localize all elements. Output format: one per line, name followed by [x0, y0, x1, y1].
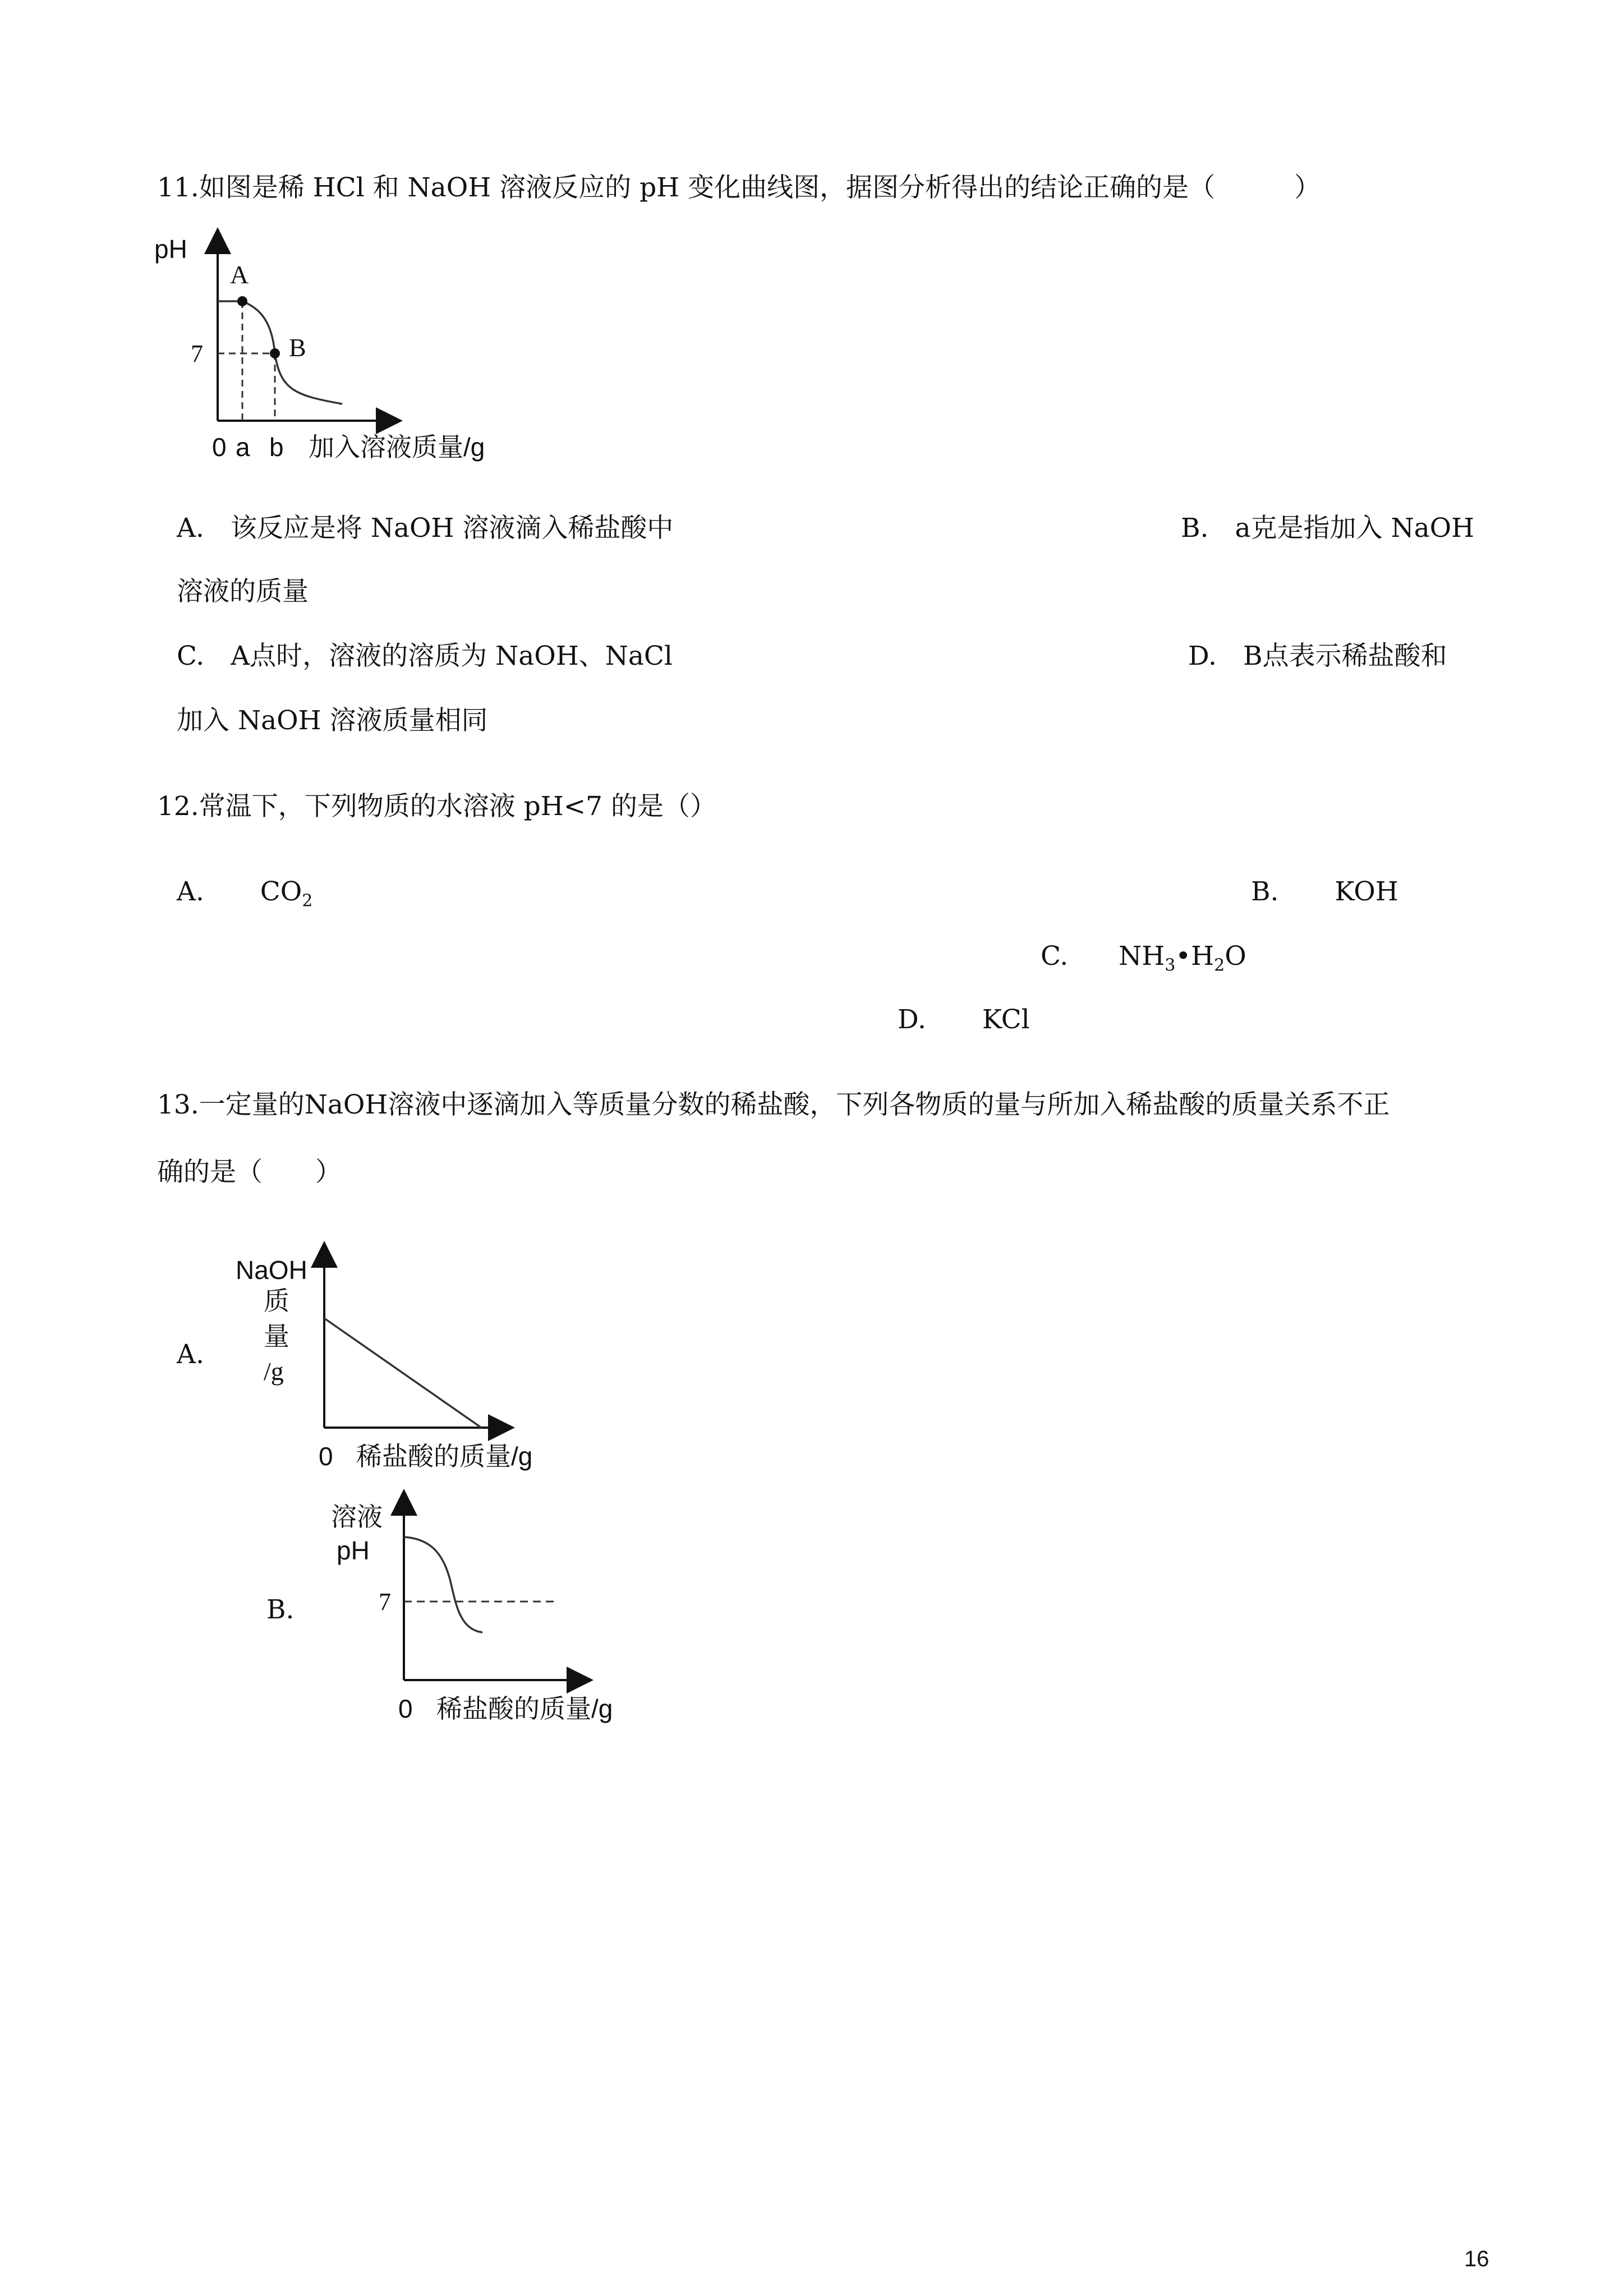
q13a-y-label-naoh: NaOH: [236, 1255, 307, 1285]
q11-option-b-line1: B. a克是指加入 NaOH: [1181, 513, 1475, 544]
q13a-naoh-line: [324, 1318, 481, 1428]
q11-origin: 0: [212, 432, 227, 462]
q12-option-a: [177, 875, 312, 918]
q11-tick-b: b: [269, 432, 284, 462]
q12-option-b: [1251, 875, 1398, 909]
q13b-ph-curve: [404, 1537, 482, 1632]
q12-option-a-subscript: 2: [302, 891, 313, 911]
q12-option-c: [1041, 940, 1246, 982]
page-number: 16: [1464, 2247, 1489, 2271]
q13-option-b-label: B.: [266, 1594, 295, 1625]
q12-option-a-formula: CO: [260, 876, 302, 907]
q12-option-d-label: D.: [898, 1004, 926, 1035]
q11-point-b-label: B: [289, 333, 306, 362]
q12-option-b-label: B.: [1251, 876, 1279, 907]
q11-x-axis-label: 加入溶液质量/g: [309, 432, 485, 462]
q13b-x-axis-label: 稀盐酸的质量/g: [436, 1694, 613, 1723]
q11-ph-curve-figure: [146, 222, 539, 480]
q12-option-c-formula: $NH_3•H_2O$: [1119, 941, 1246, 976]
q13a-y-label-zhi: 质: [264, 1286, 289, 1315]
q11-option-a: A. 该反应是将 NaOH 溶液滴入稀盐酸中: [177, 513, 674, 544]
q13a-y-label-liang: 量: [264, 1322, 289, 1351]
q11-tick-a: a: [236, 432, 250, 462]
q13b-y-label-rongye: 溶液: [331, 1502, 383, 1531]
q11-option-c: C. A点时，溶液的溶质为 NaOH、NaCl: [177, 641, 673, 671]
q13-stem-line2: 确的是（ ）: [157, 1157, 342, 1188]
q11-point-b: [270, 348, 280, 358]
q11-stem: 11.如图是稀 HCl 和 NaOH 溶液反应的 pH 变化曲线图，据图分析得出的结论正确的是（ ）: [157, 172, 1321, 203]
q13b-y-label-ph: pH: [337, 1536, 370, 1565]
q12-option-d-formula: KCl: [982, 1004, 1030, 1035]
q13-figure-b-solution-ph: [314, 1481, 673, 1739]
q11-point-a: [237, 296, 247, 306]
q13-option-a-label: A.: [177, 1339, 204, 1370]
q12-option-b-formula: KOH: [1335, 876, 1398, 907]
q13-stem-line1: 13.一定量的NaOH溶液中逐滴加入等质量分数的稀盐酸，下列各物质的量与所加入稀盐酸的质量关系不正: [157, 1089, 1390, 1120]
q11-y-axis-label: pH: [154, 234, 187, 264]
q11-option-b-line2: 溶液的质量: [177, 576, 309, 607]
q12-option-d: [898, 1003, 1030, 1037]
q11-point-a-label: A: [230, 260, 249, 289]
q11-ph-curve: [218, 301, 342, 404]
q13a-y-label-unit: /g: [264, 1357, 284, 1386]
q11-option-d-line2: 加入 NaOH 溶液质量相同: [177, 705, 488, 736]
q12-option-c-label: C.: [1041, 941, 1069, 972]
q12-option-a-label: A.: [177, 876, 204, 907]
q11-option-d-line1: D. B点表示稀盐酸和: [1188, 641, 1447, 671]
q13b-origin: 0: [398, 1694, 413, 1723]
q11-tick-7: 7: [191, 340, 203, 367]
q13-figure-a-naoh-mass: [224, 1234, 583, 1481]
q13b-tick-7: 7: [379, 1588, 391, 1616]
q12-stem: 12.常温下，下列物质的水溶液 pH<7 的是（）: [157, 791, 716, 822]
q13a-x-axis-label: 稀盐酸的质量/g: [356, 1442, 533, 1471]
q13a-origin: 0: [319, 1442, 333, 1471]
